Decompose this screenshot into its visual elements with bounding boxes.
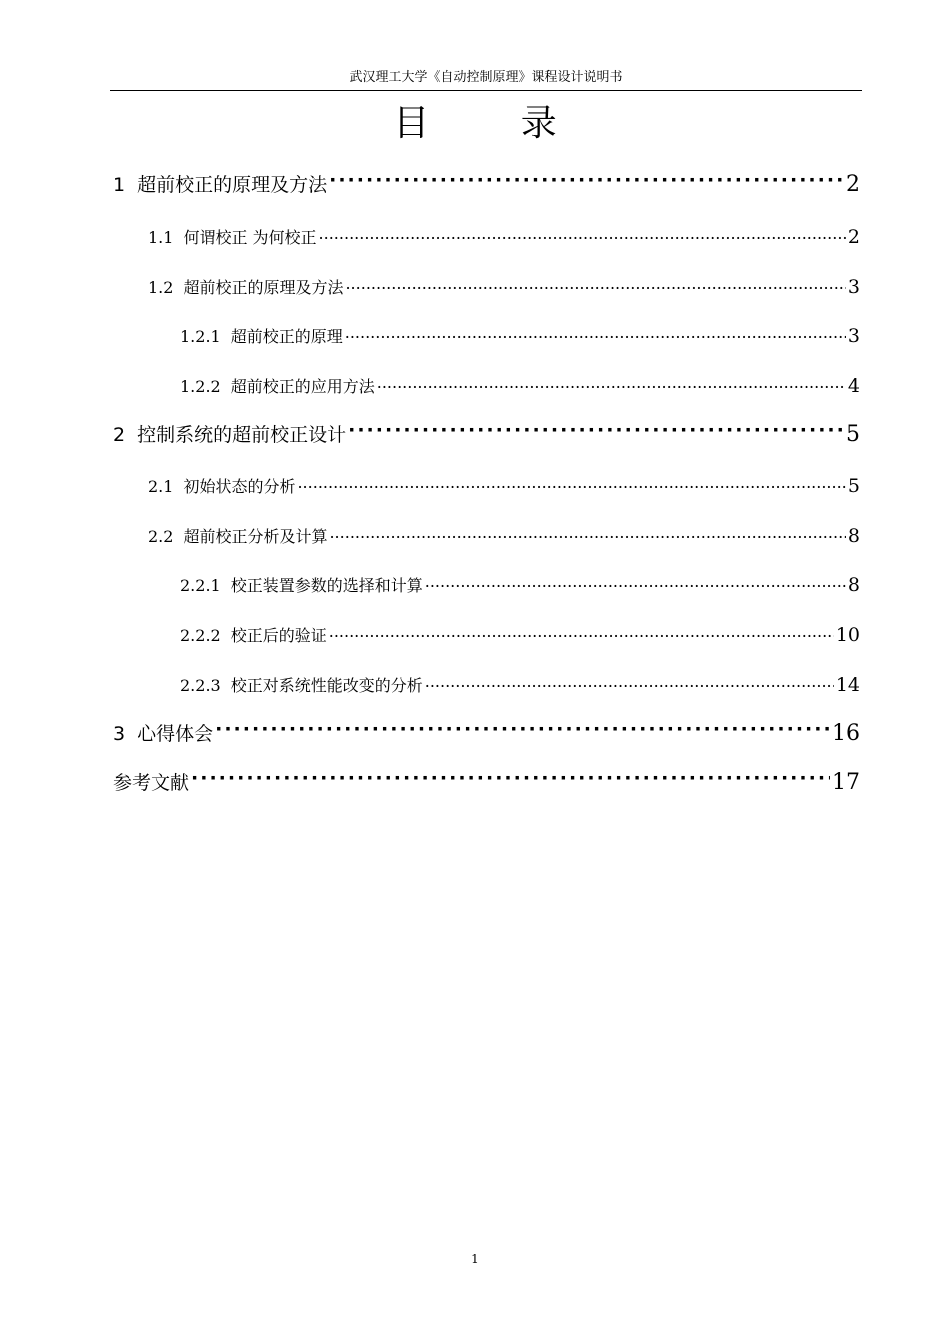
toc-entry-label: 何谓校正 为何校正 [183,228,317,247]
toc-dot-leader [425,675,834,691]
toc-entry-2[interactable] [113,420,860,447]
toc-entry-page: 8 [847,574,860,596]
toc-entry-page: 14 [835,674,860,696]
toc-entry-2-2-1[interactable] [180,573,860,596]
toc-entry-label: 超前校正的应用方法 [230,377,375,396]
toc-entry-2-2-3[interactable] [180,673,860,696]
toc-dot-leader [348,422,844,441]
toc-entry-2-2-2[interactable] [180,623,860,646]
toc-entry-1-1[interactable] [148,225,860,248]
toc-entry-label: 参考文献 [113,772,190,794]
toc-entry-number: 2.2.3 [180,676,221,695]
toc-entry-page: 3 [847,325,860,347]
toc-entry-number: 2.2.1 [180,576,221,595]
toc-entry-number: 1.2.1 [180,327,221,346]
toc-dot-leader [425,575,846,591]
toc-entry-label: 心得体会 [137,723,214,745]
page-title: 目 录 [393,103,597,144]
toc-entry-number: 1 [113,174,126,196]
toc-dot-leader [329,526,845,542]
toc-dot-leader [345,326,846,342]
toc-entry-page: 2 [846,172,860,197]
toc-dot-leader [329,172,844,191]
toc-entry-label: 校正后的验证 [230,626,327,645]
toc-entry-label: 校正装置参数的选择和计算 [230,576,423,595]
toc-entry-label: 初始状态的分析 [183,477,296,496]
toc-entry-page: 10 [835,624,860,646]
toc-entry-number: 3 [113,723,126,745]
toc-entry-page: 4 [847,375,860,397]
toc-dot-leader [345,277,845,293]
toc-entry-2-2[interactable] [148,524,860,547]
toc-entry-page: 2 [847,226,860,248]
toc-entry-number: 1.1 [148,228,174,247]
toc-dot-leader [297,476,845,492]
toc-entry-label: 超前校正的原理 [230,327,343,346]
toc-dot-leader [191,770,830,789]
toc-entry-2-1[interactable] [148,474,860,497]
toc-entry-label: 控制系统的超前校正设计 [137,424,347,446]
toc-entry-number: 2.2.2 [180,626,221,645]
toc-entry-page: 3 [847,276,860,298]
toc-dot-leader [377,376,846,392]
toc-dot-leader [329,625,834,641]
toc-entry-page: 5 [846,422,860,447]
toc-entry-3[interactable] [113,719,860,746]
toc-entry-number: 2.2 [148,527,174,546]
toc-entry-1-2-2[interactable] [180,374,860,397]
toc-entry-page: 17 [832,770,860,795]
toc-entry-label: 超前校正的原理及方法 [137,174,328,196]
toc-dot-leader [215,721,830,740]
toc-entry-label: 超前校正分析及计算 [183,527,328,546]
toc-entry-1-2[interactable] [148,275,860,298]
toc-dot-leader [319,227,846,243]
toc-entry-label: 校正对系统性能改变的分析 [230,676,423,695]
toc-entry-label: 超前校正的原理及方法 [183,278,344,297]
toc-entry-number: 2 [113,424,126,446]
toc-entry-number: 1.2.2 [180,377,221,396]
toc-entry-references[interactable] [113,768,860,795]
toc-entry-number: 1.2 [148,278,174,297]
page-number: 1 [471,1252,479,1266]
toc-entry-page: 8 [847,525,860,547]
toc-entry-page: 5 [847,475,860,497]
toc-entry-1[interactable] [113,170,860,197]
toc-entry-page: 16 [832,721,860,746]
toc-entry-number: 2.1 [148,477,174,496]
running-header: 武汉理工大学《自动控制原理》课程设计说明书 [110,70,862,91]
toc-entry-1-2-1[interactable] [180,324,860,347]
